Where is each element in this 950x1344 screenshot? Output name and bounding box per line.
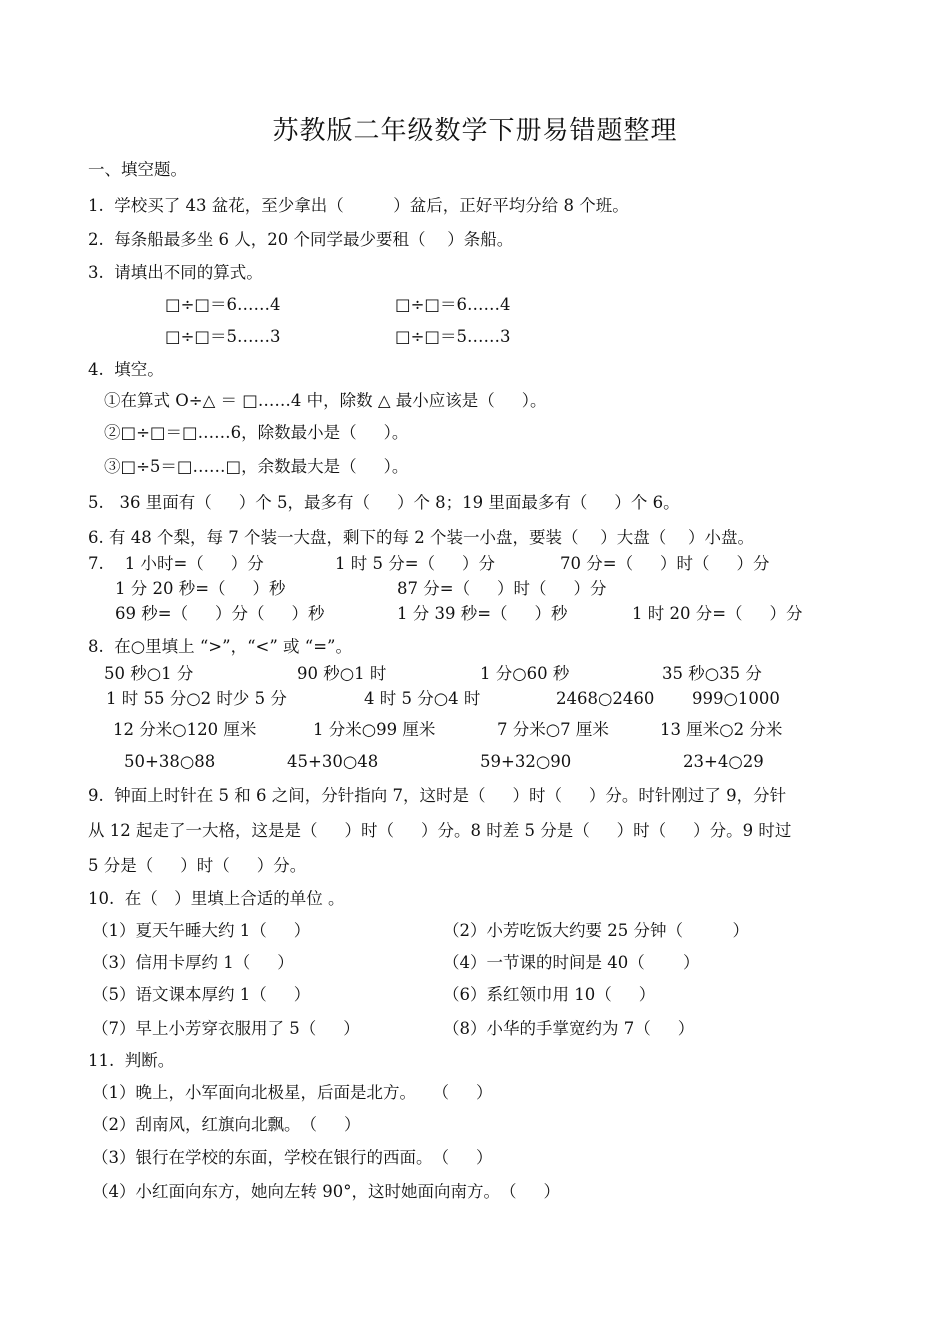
question-10-item: （6）系红领巾用 10（ ） xyxy=(443,985,656,1004)
question-11-item: （3）银行在学校的东面，学校在银行的西面。 （ ） xyxy=(92,1148,493,1167)
question-11-item: （4）小红面向东方，她向左转 90°，这时她面向南方。 （ ） xyxy=(92,1182,560,1201)
comparison-item: 1 分米○99 厘米 xyxy=(313,720,436,739)
question-7-item: 1 时 5 分=（ ）分 xyxy=(335,554,496,573)
equation: □÷□＝5……3 xyxy=(395,327,511,346)
comparison-item: 90 秒○1 时 xyxy=(297,664,387,683)
question-10-item: （7）早上小芳穿衣服用了 5（ ） xyxy=(92,1019,360,1038)
equation: □÷□＝5……3 xyxy=(165,327,281,346)
comparison-item: 1 分○60 秒 xyxy=(480,664,570,683)
comparison-item: 35 秒○35 分 xyxy=(662,664,762,683)
comparison-item: 50 秒○1 分 xyxy=(104,664,194,683)
comparison-item: 999○1000 xyxy=(692,689,780,708)
comparison-item: 13 厘米○2 分米 xyxy=(660,720,783,739)
question-4-stem: 4. 填空。 xyxy=(88,360,164,379)
comparison-item: 50+38○88 xyxy=(124,752,216,771)
section-heading: 一、填空题。 xyxy=(88,160,187,179)
comparison-item: 2468○2460 xyxy=(556,689,655,708)
question-7-item: 87 分=（ ）时（ ）分 xyxy=(397,579,607,598)
comparison-item: 12 分米○120 厘米 xyxy=(113,720,257,739)
question-7-item: 7. 1 小时=（ ）分 xyxy=(88,554,264,573)
question-2: 2. 每条船最多坐 6 人，20 个同学最少要租（ ）条船。 xyxy=(88,230,514,249)
comparison-item: 1 时 55 分○2 时少 5 分 xyxy=(106,689,287,708)
question-8-stem: 8. 在○里填上 “>”，“<” 或 “=”。 xyxy=(88,637,352,656)
question-5: 5. 36 里面有（ ）个 5，最多有（ ）个 8；19 里面最多有（ ）个 6。 xyxy=(88,493,680,512)
equation: □÷□＝6……4 xyxy=(395,295,511,314)
question-10-item: （3）信用卡厚约 1（ ） xyxy=(92,953,294,972)
question-11-item: （2）刮南风，红旗向北飘。 （ ） xyxy=(92,1115,361,1134)
question-11-stem: 11. 判断。 xyxy=(88,1051,175,1070)
question-9-line: 9. 钟面上时针在 5 和 6 之间，分针指向 7，这时是（ ）时（ ）分。时针刚过了 9，分针 xyxy=(88,786,787,805)
equation: □÷□＝6……4 xyxy=(165,295,281,314)
question-7-item: 1 时 20 分=（ ）分 xyxy=(632,604,803,623)
question-10-item: （4）一节课的时间是 40（ ） xyxy=(443,953,700,972)
page-title: 苏教版二年级数学下册易错题整理 xyxy=(272,116,678,146)
question-10-item: （8）小华的手掌宽约为 7（ ） xyxy=(443,1019,695,1038)
question-9-line: 从 12 起走了一大格，这是是（ ）时（ ）分。8 时差 5 分是（ ）时（ ）分。9 时过 xyxy=(88,821,792,840)
question-10-stem: 10. 在（ ）里填上合适的单位 。 xyxy=(88,889,345,908)
comparison-item: 23+4○29 xyxy=(683,752,764,771)
question-6: 6. 有 48 个梨，每 7 个装一大盘，剩下的每 2 个装一小盘，要装（ ）大盘（ ）小盘。 xyxy=(88,528,754,547)
question-10-item: （2）小芳吃饭大约要 25 分钟（ ） xyxy=(443,921,749,940)
question-11-item: （1）晚上，小军面向北极星，后面是北方。 （ ） xyxy=(92,1083,493,1102)
comparison-item: 7 分米○7 厘米 xyxy=(497,720,609,739)
question-4-item: ①在算式 O÷△ ＝ □……4 中，除数 △ 最小应该是（ ）。 xyxy=(104,391,547,410)
question-10-item: （1）夏天午睡大约 1（ ） xyxy=(92,921,311,940)
question-7-item: 1 分 39 秒=（ ）秒 xyxy=(397,604,568,623)
question-4-item: ③□÷5＝□……□，余数最大是（ ）。 xyxy=(104,457,409,476)
question-4-item: ②□÷□＝□……6，除数最小是（ ）。 xyxy=(104,423,409,442)
comparison-item: 59+32○90 xyxy=(480,752,572,771)
question-7-item: 1 分 20 秒=（ ）秒 xyxy=(115,579,286,598)
question-9-line: 5 分是（ ）时（ ）分。 xyxy=(88,856,307,875)
question-10-item: （5）语文课本厚约 1（ ） xyxy=(92,985,311,1004)
comparison-item: 4 时 5 分○4 时 xyxy=(364,689,481,708)
question-3-stem: 3. 请填出不同的算式。 xyxy=(88,263,263,282)
question-7-item: 69 秒=（ ）分（ ）秒 xyxy=(115,604,325,623)
comparison-item: 45+30○48 xyxy=(287,752,379,771)
question-1: 1. 学校买了 43 盆花，至少拿出（ ）盆后，正好平均分给 8 个班。 xyxy=(88,196,629,215)
question-7-item: 70 分=（ ）时（ ）分 xyxy=(560,554,770,573)
